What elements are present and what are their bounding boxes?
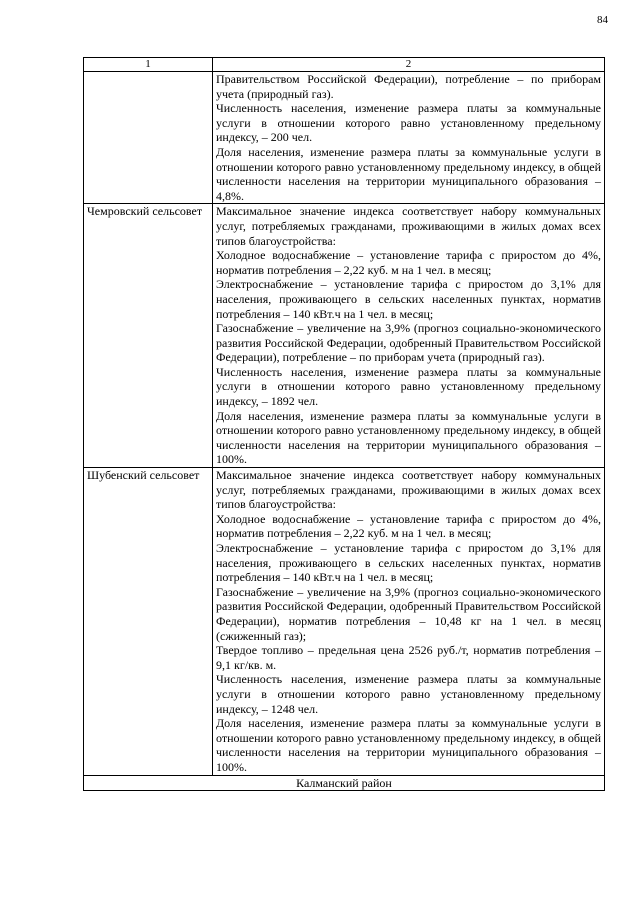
description-cell — [213, 204, 605, 468]
table-row — [84, 72, 605, 204]
paragraph: Твердое топливо – предельная цена 2526 руб./т, норматив потребления – 9,1 кг/кв. м. — [216, 643, 601, 672]
column-header-2: 2 — [213, 58, 605, 72]
paragraph: Газоснабжение – увеличение на 3,9% (прогноз социально-экономического развития Российской Федерации, одобренный Правительством Российской Федерации), норматив потребления – 10,48 кг на 1 чел. в месяц (сжиженный газ); — [216, 584, 601, 643]
region-name-cell: Чемровский сельсовет — [84, 204, 213, 468]
paragraph: Доля населения, изменение размера платы за коммунальные услуги в отношении которого равно установленному предельному индексу, в общей численности населения на территории муниципального образования – 100%. — [216, 408, 601, 467]
paragraph: Холодное водоснабжение – установление тарифа с приростом до 4%, норматив потребления – 2,22 куб. м на 1 чел. в месяц; — [216, 248, 601, 277]
table-row — [84, 468, 605, 775]
paragraph: Правительством Российской Федерации), потребление – по приборам учета (природный газ). — [216, 72, 601, 101]
paragraph: Численность населения, изменение размера платы за коммунальные услуги в отношении которого равно установленному предельному индексу, – 200 чел. — [216, 101, 601, 145]
paragraph: Электроснабжение – установление тарифа с приростом до 3,1% для населения, проживающего в сельских населенных пунктах, норматив потребления – 140 кВт.ч на 1 чел. в месяц; — [216, 541, 601, 585]
table-row — [84, 204, 605, 468]
paragraph: Численность населения, изменение размера платы за коммунальные услуги в отношении которого равно установленному предельному индексу, – 1248 чел. — [216, 672, 601, 716]
district-row — [84, 775, 605, 791]
paragraph: Доля населения, изменение размера платы за коммунальные услуги в отношении которого равно установленному предельному индексу, в общей численности населения на территории муниципального образования – 4,8%. — [216, 144, 601, 203]
paragraph: Электроснабжение – установление тарифа с приростом до 3,1% для населения, проживающего в сельских населенных пунктах, норматив потребления – 140 кВт.ч на 1 чел. в месяц; — [216, 277, 601, 321]
paragraph: Газоснабжение – увеличение на 3,9% (прогноз социально-экономического развития Российской Федерации, одобренный Правительством Российской Федерации), потребление – по приборам учета (природный газ). — [216, 321, 601, 365]
paragraph: Максимальное значение индекса соответствует набору коммунальных услуг, потребляемых гражданами, проживающими в жилых домах всех типов благоустройства: — [216, 468, 601, 512]
column-header-1: 1 — [84, 58, 213, 72]
tariff-table — [83, 57, 605, 791]
district-name: Калманский район — [84, 775, 605, 791]
description-cell — [213, 72, 605, 204]
paragraph: Максимальное значение индекса соответствует набору коммунальных услуг, потребляемых гражданами, проживающими в жилых домах всех типов благоустройства: — [216, 204, 601, 248]
paragraph: Холодное водоснабжение – установление тарифа с приростом до 4%, норматив потребления – 2,22 куб. м на 1 чел. в месяц; — [216, 511, 601, 541]
table-header-row — [84, 58, 605, 72]
description-cell — [213, 468, 605, 775]
region-name-cell — [84, 72, 213, 204]
paragraph: Численность населения, изменение размера платы за коммунальные услуги в отношении которого равно установленному предельному индексу, – 1892 чел. — [216, 364, 601, 409]
region-name-cell: Шубенский сельсовет — [84, 468, 213, 775]
page-number: 84 — [597, 14, 608, 26]
paragraph: Доля населения, изменение размера платы за коммунальные услуги в отношении которого равно установленному предельному индексу, в общей численности населения на территории муниципального образования – 100%. — [216, 716, 601, 774]
